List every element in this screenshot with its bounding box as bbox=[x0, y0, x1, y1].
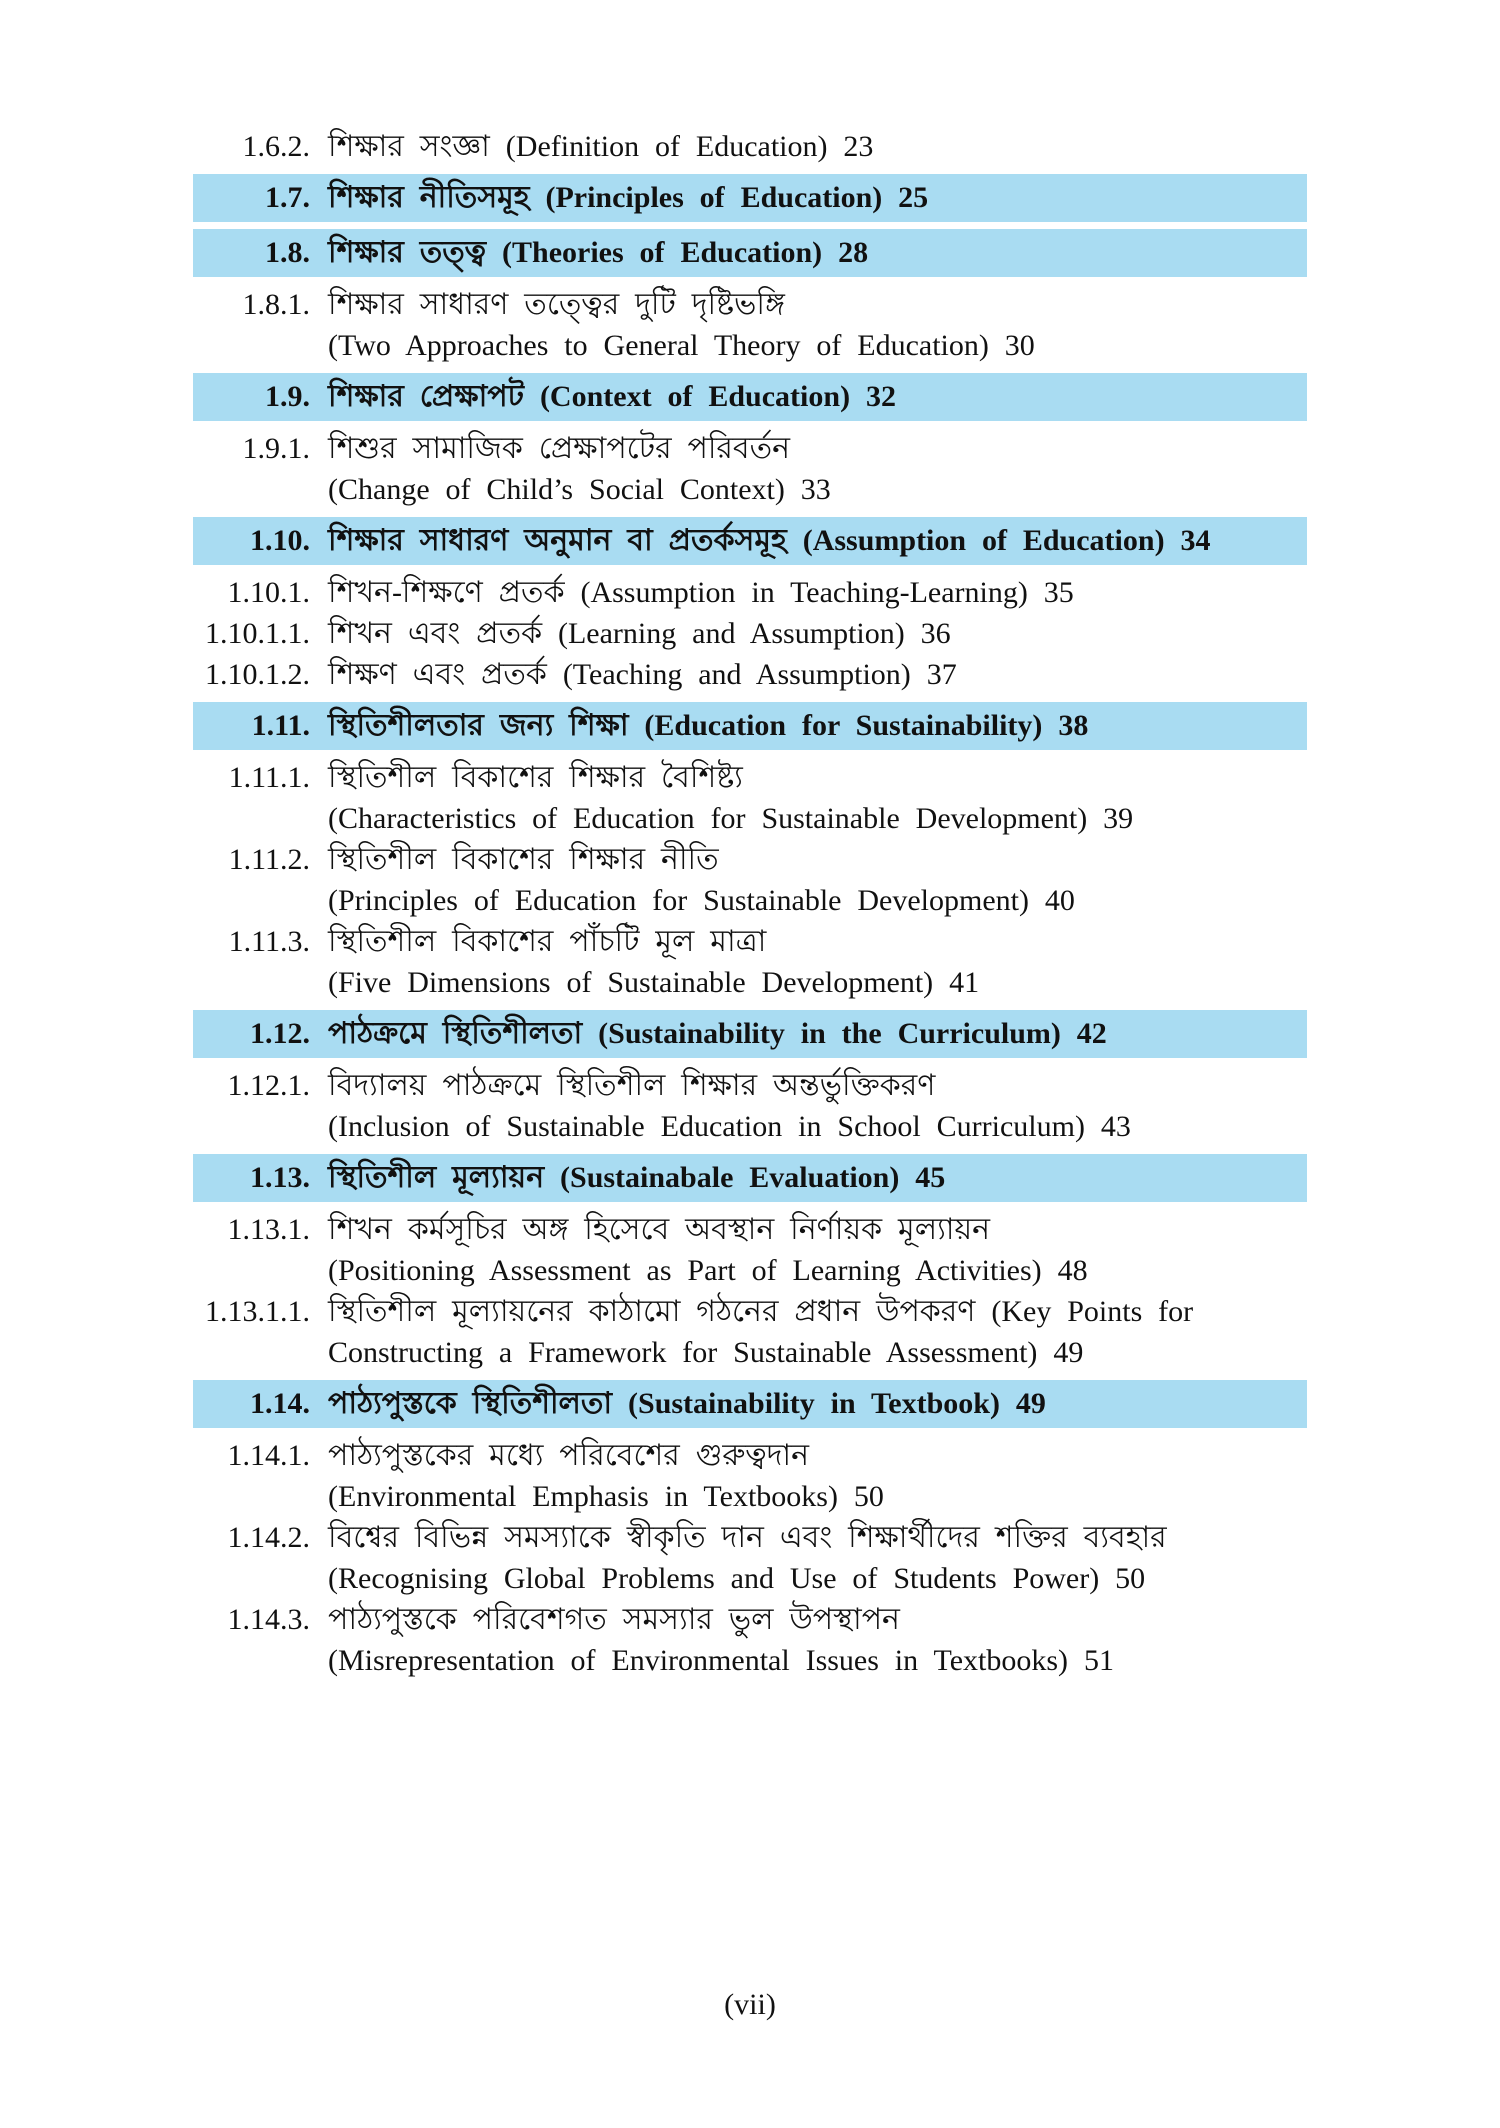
entry-title-bn: স্থিতিশীল বিকাশের শিক্ষার বৈশিষ্ট্য bbox=[328, 761, 743, 794]
entry-title-en: (Sustainability in Textbook) bbox=[628, 1387, 1000, 1420]
entry-number: 1.7. bbox=[265, 181, 310, 214]
toc-entry bbox=[95, 1065, 1385, 1147]
entry-title-bn: শিক্ষণ এবং প্রতর্ক bbox=[328, 658, 547, 691]
entry-text bbox=[328, 1517, 1385, 1599]
entry-title-en: (Education for Sustainability) bbox=[644, 709, 1043, 742]
entry-text bbox=[328, 1383, 1307, 1424]
entry-line-bengali bbox=[328, 1213, 990, 1246]
entry-title-en: (Five Dimensions of Sustainable Development) bbox=[328, 966, 934, 999]
entry-line-bengali bbox=[328, 1603, 900, 1636]
entry-number: 1.14.2. bbox=[227, 1521, 310, 1554]
toc-entry bbox=[95, 757, 1385, 839]
entry-page-number: 35 bbox=[1043, 576, 1074, 609]
entry-number: 1.14.1. bbox=[227, 1439, 310, 1472]
entry-title-en: (Teaching and Assumption) bbox=[562, 658, 911, 691]
toc-entry bbox=[95, 572, 1385, 613]
entry-line-english bbox=[328, 1558, 1385, 1599]
entry-page-number: 45 bbox=[915, 1161, 946, 1194]
entry-page-number: 32 bbox=[865, 380, 896, 413]
entry-page-number: 43 bbox=[1100, 1110, 1131, 1143]
entry-page-number: 33 bbox=[800, 473, 831, 506]
entry-number: 1.10. bbox=[250, 524, 310, 557]
toc-entry bbox=[95, 284, 1385, 366]
entry-text bbox=[328, 613, 1385, 654]
entry-text bbox=[328, 126, 1385, 167]
entry-number: 1.13. bbox=[250, 1161, 310, 1194]
entry-line-english bbox=[328, 1106, 1385, 1147]
toc-entry bbox=[95, 1435, 1385, 1517]
entry-title-bn: স্থিতিশীলতার জন্য শিক্ষা bbox=[328, 709, 629, 742]
entry-title-bn: স্থিতিশীল বিকাশের শিক্ষার নীতি bbox=[328, 843, 719, 876]
entry-page-number: 34 bbox=[1180, 524, 1211, 557]
entry-page-number: 41 bbox=[949, 966, 980, 999]
toc-page bbox=[95, 126, 1385, 1681]
entry-title-en: (Assumption in Teaching-Learning) bbox=[580, 576, 1028, 609]
toc-list bbox=[95, 126, 1385, 1681]
entry-line-english bbox=[328, 798, 1385, 839]
toc-entry bbox=[95, 1209, 1385, 1291]
entry-title-en: (Principles of Education for Sustainable Development) bbox=[328, 884, 1029, 917]
entry-title-en: (Definition of Education) bbox=[505, 130, 828, 163]
entry-title-bn: স্থিতিশীল বিকাশের পাঁচটি মূল মাত্রা bbox=[328, 925, 767, 958]
toc-entry-highlighted bbox=[193, 1010, 1307, 1058]
entry-page-number: 40 bbox=[1044, 884, 1075, 917]
entry-text bbox=[328, 376, 1307, 417]
entry-text bbox=[328, 1599, 1385, 1681]
entry-page-number: 50 bbox=[853, 1480, 884, 1513]
toc-entry bbox=[95, 921, 1385, 1003]
entry-number: 1.9.1. bbox=[242, 432, 310, 465]
toc-entry bbox=[95, 839, 1385, 921]
entry-number: 1.9. bbox=[265, 380, 310, 413]
entry-number: 1.8.1. bbox=[242, 288, 310, 321]
toc-entry bbox=[95, 1291, 1385, 1373]
entry-number: 1.13.1.1. bbox=[205, 1295, 310, 1328]
entry-text bbox=[328, 177, 1307, 218]
entry-line-english bbox=[328, 1640, 1385, 1681]
toc-entry bbox=[95, 654, 1385, 695]
entry-text bbox=[328, 1435, 1385, 1517]
entry-line-bengali bbox=[328, 843, 719, 876]
entry-page-number: 48 bbox=[1057, 1254, 1088, 1287]
entry-number: 1.13.1. bbox=[227, 1213, 310, 1246]
entry-line-bengali bbox=[328, 761, 743, 794]
page-number-footer: (vii) bbox=[724, 1988, 776, 2021]
entry-line-bengali bbox=[328, 1295, 1193, 1328]
entry-text bbox=[328, 921, 1385, 1003]
entry-text bbox=[328, 520, 1307, 561]
entry-number: 1.8. bbox=[265, 236, 310, 269]
entry-title-en: (Environmental Emphasis in Textbooks) bbox=[328, 1480, 838, 1513]
entry-title-bn: বিদ্যালয় পাঠক্রমে স্থিতিশীল শিক্ষার অন্তর্ভুক্তিকরণ bbox=[328, 1069, 936, 1102]
entry-title-en: (Assumption of Education) bbox=[802, 524, 1165, 557]
entry-text bbox=[328, 572, 1385, 613]
entry-title-en: (Two Approaches to General Theory of Education) bbox=[328, 329, 989, 362]
toc-entry-highlighted bbox=[193, 517, 1307, 565]
entry-title-bn: পাঠ্যপুস্তকে পরিবেশগত সমস্যার ভুল উপস্থাপন bbox=[328, 1603, 900, 1636]
toc-entry bbox=[95, 1517, 1385, 1599]
entry-number: 1.14. bbox=[250, 1387, 310, 1420]
entry-line-bengali bbox=[328, 1439, 809, 1472]
entry-title-en: (Change of Child’s Social Context) bbox=[328, 473, 785, 506]
entry-title-bn: স্থিতিশীল মূল্যায়নের কাঠামো গঠনের প্রধান উপকরণ bbox=[328, 1295, 976, 1328]
entry-title-en-part1: (Key Points for bbox=[991, 1295, 1194, 1328]
entry-title-en: (Positioning Assessment as Part of Learning Activities) bbox=[328, 1254, 1042, 1287]
entry-title-bn: শিখন এবং প্রতর্ক bbox=[328, 617, 543, 650]
toc-entry-highlighted bbox=[193, 1154, 1307, 1202]
entry-line-english bbox=[328, 880, 1385, 921]
entry-title-bn: পাঠ্যপুস্তকে স্থিতিশীলতা bbox=[328, 1387, 613, 1420]
entry-title-en: (Recognising Global Problems and Use of Students Power) bbox=[328, 1562, 1100, 1595]
entry-number: 1.6.2. bbox=[242, 130, 310, 163]
entry-title-bn: শিক্ষার সাধারণ অনুমান বা প্রতর্কসমূহ bbox=[328, 524, 787, 557]
entry-page-number: 30 bbox=[1004, 329, 1035, 362]
entry-line-english bbox=[328, 1250, 1385, 1291]
toc-entry bbox=[95, 428, 1385, 510]
entry-page-number: 49 bbox=[1015, 1387, 1046, 1420]
entry-text bbox=[328, 1013, 1307, 1054]
entry-number: 1.11.2. bbox=[228, 843, 310, 876]
entry-title-en: (Sustainability in the Curriculum) bbox=[598, 1017, 1061, 1050]
entry-title-en: (Inclusion of Sustainable Education in School Curriculum) bbox=[328, 1110, 1085, 1143]
entry-text bbox=[328, 1209, 1385, 1291]
entry-number: 1.11.1. bbox=[228, 761, 310, 794]
entry-page-number: 49 bbox=[1053, 1336, 1084, 1369]
entry-text bbox=[328, 428, 1385, 510]
entry-title-en: (Learning and Assumption) bbox=[557, 617, 905, 650]
entry-page-number: 25 bbox=[898, 181, 929, 214]
entry-page-number: 28 bbox=[838, 236, 869, 269]
entry-title-en: (Context of Education) bbox=[539, 380, 851, 413]
entry-title-bn: শিক্ষার প্রেক্ষাপট bbox=[328, 380, 525, 413]
toc-entry bbox=[95, 1599, 1385, 1681]
entry-title-en: (Principles of Education) bbox=[545, 181, 883, 214]
entry-text bbox=[328, 1065, 1385, 1147]
entry-page-number: 36 bbox=[920, 617, 951, 650]
entry-title-bn: শিখন-শিক্ষণে প্রতর্ক bbox=[328, 576, 565, 609]
entry-line-bengali bbox=[328, 1069, 935, 1102]
entry-title-bn: বিশ্বের বিভিন্ন সমস্যাকে স্বীকৃতি দান এবং শিক্ষার্থীদের শক্তির ব্যবহার bbox=[328, 1521, 1167, 1554]
entry-page-number: 23 bbox=[843, 130, 874, 163]
entry-page-number: 50 bbox=[1115, 1562, 1146, 1595]
entry-title-bn: পাঠক্রমে স্থিতিশীলতা bbox=[328, 1017, 583, 1050]
entry-title-en: (Theories of Education) bbox=[502, 236, 823, 269]
entry-title-bn: স্থিতিশীল মূল্যায়ন bbox=[328, 1161, 545, 1194]
entry-title-bn: শিখন কর্মসূচির অঙ্গ হিসেবে অবস্থান নির্ণায়ক মূল্যায়ন bbox=[328, 1213, 991, 1246]
entry-title-bn: শিক্ষার নীতিসমূহ bbox=[328, 181, 530, 214]
entry-page-number: 39 bbox=[1103, 802, 1134, 835]
entry-title-en: (Characteristics of Education for Sustainable Development) bbox=[328, 802, 1088, 835]
toc-entry-highlighted bbox=[193, 174, 1307, 222]
entry-text bbox=[328, 1157, 1307, 1198]
entry-line-english bbox=[328, 1332, 1385, 1373]
entry-text bbox=[328, 654, 1385, 695]
toc-entry-highlighted bbox=[193, 373, 1307, 421]
entry-title-bn: শিক্ষার সাধারণ তত্ত্বের দুটি দৃষ্টিভঙ্গি bbox=[328, 288, 785, 321]
entry-title-bn: শিশুর সামাজিক প্রেক্ষাপটের পরিবর্তন bbox=[328, 432, 791, 465]
toc-entry-highlighted bbox=[193, 702, 1307, 750]
entry-text bbox=[328, 839, 1385, 921]
entry-line-english bbox=[328, 469, 1385, 510]
entry-text bbox=[328, 232, 1307, 273]
entry-line-english bbox=[328, 962, 1385, 1003]
entry-number: 1.12. bbox=[250, 1017, 310, 1050]
entry-title-bn: শিক্ষার সংজ্ঞা bbox=[328, 130, 490, 163]
entry-number: 1.10.1.1. bbox=[205, 617, 310, 650]
entry-text bbox=[328, 284, 1385, 366]
entry-title-en: (Sustainabale Evaluation) bbox=[560, 1161, 900, 1194]
entry-page-number: 51 bbox=[1083, 1644, 1114, 1677]
toc-entry bbox=[95, 613, 1385, 654]
entry-line-bengali bbox=[328, 925, 766, 958]
entry-line-bengali bbox=[328, 288, 785, 321]
entry-line-english bbox=[328, 1476, 1385, 1517]
toc-entry-highlighted bbox=[193, 229, 1307, 277]
entry-text bbox=[328, 705, 1307, 746]
entry-text bbox=[328, 757, 1385, 839]
entry-text bbox=[328, 1291, 1385, 1373]
toc-entry bbox=[95, 126, 1385, 167]
entry-number: 1.11. bbox=[251, 709, 310, 742]
entry-number: 1.11.3. bbox=[228, 925, 310, 958]
entry-title-bn: পাঠ্যপুস্তকের মধ্যে পরিবেশের গুরুত্বদান bbox=[328, 1439, 810, 1472]
entry-line-bengali bbox=[328, 432, 790, 465]
entry-title-en-part2: Constructing a Framework for Sustainable Assessment) bbox=[328, 1336, 1038, 1369]
entry-title-en: (Misrepresentation of Environmental Issues in Textbooks) bbox=[328, 1644, 1069, 1677]
entry-page-number: 42 bbox=[1076, 1017, 1107, 1050]
entry-line-bengali bbox=[328, 1521, 1167, 1554]
entry-title-bn: শিক্ষার তত্ত্ব bbox=[328, 236, 487, 269]
entry-page-number: 37 bbox=[926, 658, 957, 691]
entry-page-number: 38 bbox=[1058, 709, 1089, 742]
entry-number: 1.10.1. bbox=[227, 576, 310, 609]
entry-number: 1.12.1. bbox=[227, 1069, 310, 1102]
entry-number: 1.10.1.2. bbox=[205, 658, 310, 691]
toc-entry-highlighted bbox=[193, 1380, 1307, 1428]
entry-number: 1.14.3. bbox=[227, 1603, 310, 1636]
entry-line-english bbox=[328, 325, 1385, 366]
